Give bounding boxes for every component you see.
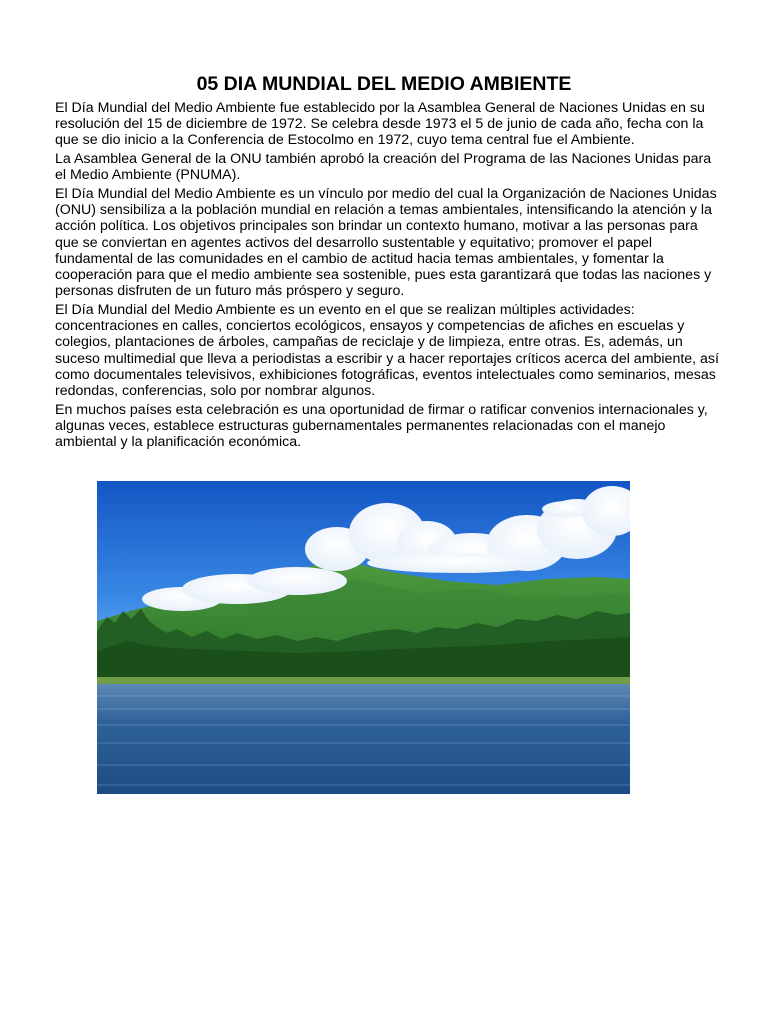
landscape-photo (97, 481, 630, 794)
paragraph-activities: El Día Mundial del Medio Ambiente es un evento en el que se realizan múltiples actividades: concentraciones en calles, conciertos ecológicos, ensayos y competencias de afiches en escuelas y colegios, plantaciones de árboles, campañas de reciclaje y de limpieza, entre otras. Es, además, un suceso multimedial que lleva a periodistas a escribir y a hacer reportajes críticos acerca del ambiente, así como documentales televisivos, exhibiciones fotográficas, eventos intelectuales como seminarios, mesas redondas, conferencias, solo por nombrar algunos. (55, 301, 719, 399)
paragraph-conventions: En muchos países esta celebración es una oportunidad de firmar o ratificar convenios internacionales y, algunas veces, establece estructuras gubernamentales permanentes relacionadas con el manejo ambiental y la planificación económica. (55, 401, 708, 451)
paragraph-purpose: El Día Mundial del Medio Ambiente es un vínculo por medio del cual la Organización de Naciones Unidas (ONU) sensibiliza a la población mundial en relación a temas ambientales, intensificando la atención y la acción política. Los objetivos principales son brindar un contexto humano, motivar a las personas para que se conviertan en agentes activos del desarrollo sustentable y equitativo; promover el papel fundamental de las comunidades en el cambio de actitud hacia temas ambientales, y fomentar la cooperación para que el medio ambiente sea sostenible, pues esta garantizará que todas las naciones y personas disfruten de un futuro más próspero y seguro. (55, 186, 717, 300)
page-title: 05 DIA MUNDIAL DEL MEDIO AMBIENTE (196, 73, 572, 95)
shore (97, 677, 630, 685)
landscape-illustration (97, 481, 630, 794)
lake (97, 684, 630, 794)
document-body (55, 100, 720, 453)
paragraph-pnuma: La Asamblea General de la ONU también aprobó la creación del Programa de las Naciones Unidas para el Medio Ambiente (PNUMA). (55, 151, 712, 184)
paragraph-origin: El Día Mundial del Medio Ambiente fue establecido por la Asamblea General de Naciones Unidas en su resolución del 15 de diciembre de 1972. Se celebra desde 1973 el 5 de junio de cada año, fecha con la que se dio inicio a la Conferencia de Estocolmo en 1972, cuyo tema central fue el Ambiente. (55, 100, 705, 149)
